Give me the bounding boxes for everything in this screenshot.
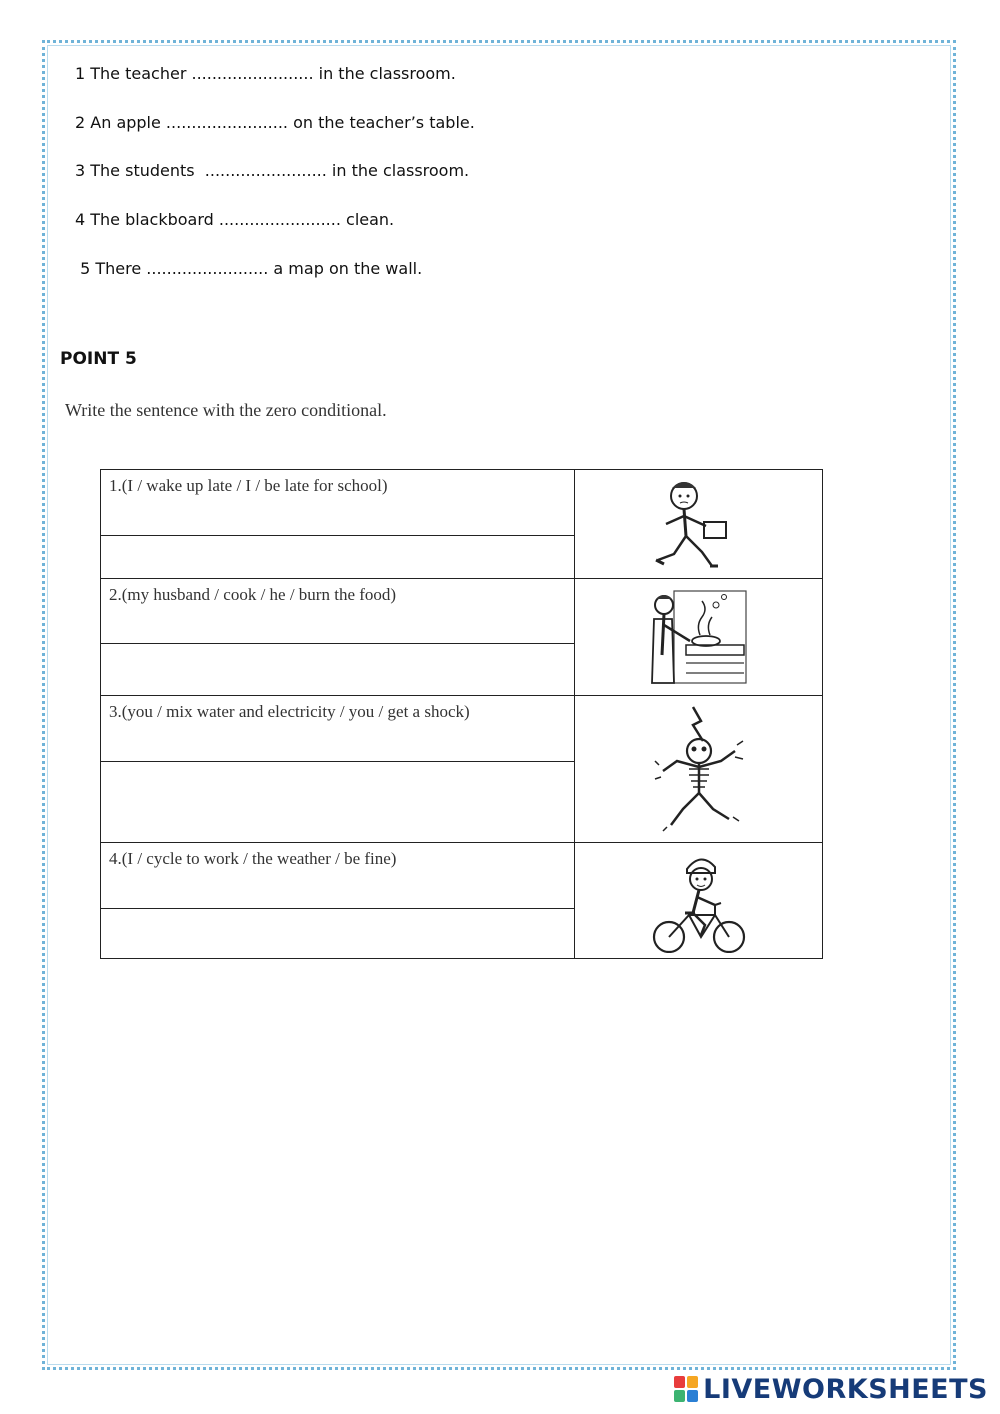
sentence-4: 4 The blackboard ........................ clean. — [75, 210, 395, 229]
exercise-picture-3 — [575, 696, 823, 843]
late-boy-running-icon — [644, 474, 754, 574]
exercise-table — [100, 469, 823, 959]
answer-field-3[interactable] — [101, 762, 575, 843]
man-cooking-icon — [644, 585, 754, 689]
answer-field-4[interactable] — [101, 909, 575, 959]
section-title: POINT 5 — [60, 349, 137, 369]
exercise-picture-4 — [575, 843, 823, 959]
logo-grid-icon — [673, 1375, 699, 1403]
logo-text: LIVEWORKSHEETS — [703, 1373, 988, 1405]
answer-field-2[interactable] — [101, 644, 575, 696]
exercise-picture-2 — [575, 579, 823, 696]
sentence-2: 2 An apple ........................ on the teacher’s table. — [75, 113, 475, 132]
liveworksheets-logo[interactable] — [673, 1372, 988, 1406]
sentence-3: 3 The students ........................ in the classroom. — [75, 161, 470, 180]
exercise-prompt-1: 1.(I / wake up late / I / be late for school) — [101, 470, 575, 536]
answer-field-1[interactable] — [101, 536, 575, 579]
sentence-5: 5 There ........................ a map on the wall. — [75, 259, 423, 278]
boy-cycling-icon — [649, 849, 749, 953]
exercise-prompt-3: 3.(you / mix water and electricity / you / get a shock) — [101, 696, 575, 762]
exercise-prompt-2: 2.(my husband / cook / he / burn the food) — [101, 579, 575, 644]
sentence-1: 1 The teacher ........................ in the classroom. — [75, 64, 456, 83]
exercise-picture-1 — [575, 470, 823, 579]
electric-shock-skeleton-icon — [649, 705, 749, 833]
instruction: Write the sentence with the zero conditional. — [65, 400, 387, 420]
exercise-prompt-4: 4.(I / cycle to work / the weather / be fine) — [101, 843, 575, 909]
